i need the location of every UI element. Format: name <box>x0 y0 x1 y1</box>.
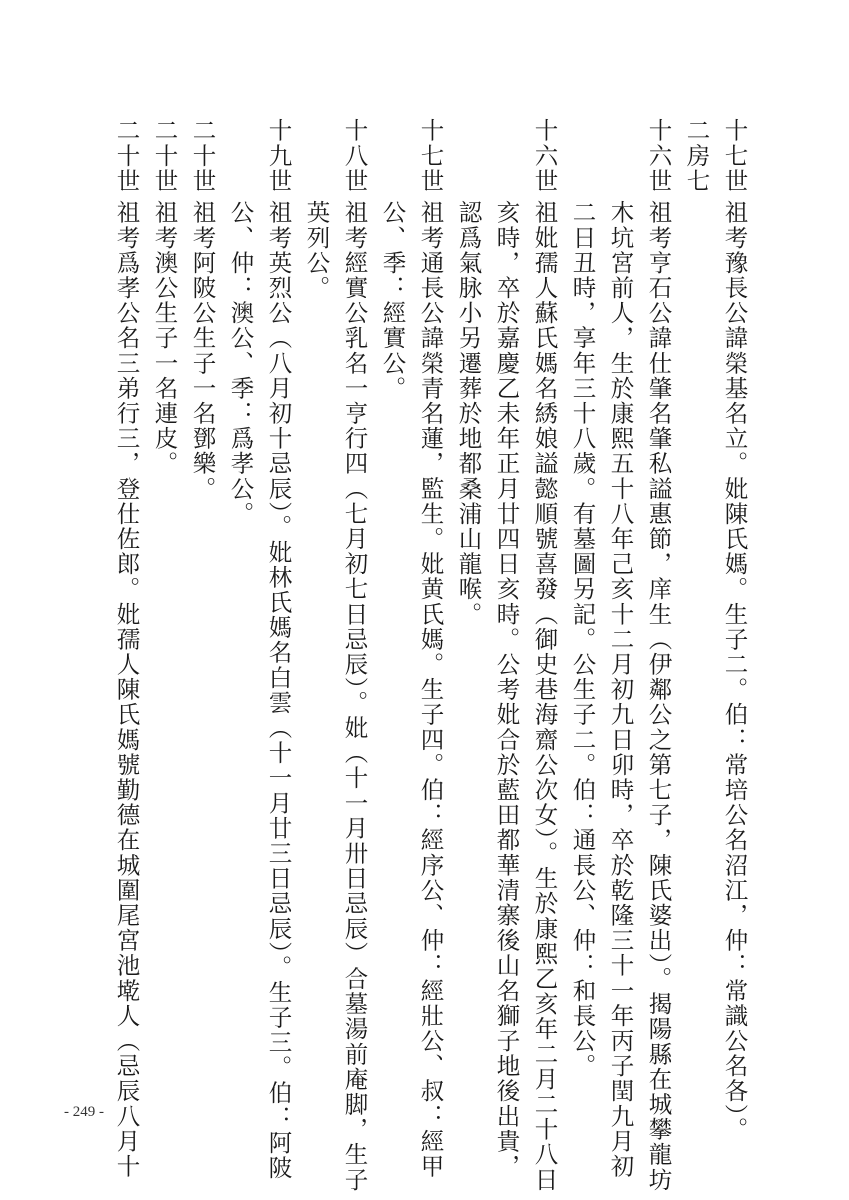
page-number: - 249 - <box>64 1104 104 1120</box>
column-text: 祖考阿陂公生子一名鄧樂。 <box>188 200 217 502</box>
generation-label <box>722 118 752 193</box>
generation-label-text: 二房七 <box>682 118 711 194</box>
column-text: 祖妣孺人蘇氏媽名綉娘謚懿順號喜發（御史巷海齋公次女）。生於康熙乙亥年二月二十八日 <box>530 200 559 1193</box>
column-text: 祖考豫長公諱榮基名立。妣陳氏媽。生子二。伯：常培公名沼江，仲：常識公名各）。 <box>720 200 749 1143</box>
column-text: 木坑宮前人，生於康熙五十八年己亥十二月初九日卯時，卒於乾隆三十一年丙子閏九月初 <box>606 200 635 1179</box>
column-text: 二日丑時，享年三十八歲。有墓圖另記。公生子二。伯：通長公、仲：和長公。 <box>568 200 597 1079</box>
generation-label-text: 十九世 <box>264 118 293 194</box>
column-text: 祖考通長公諱榮青名蓮，監生。妣黄氏媽。生子四。伯：經序公、仲：經壯公、叔：經甲 <box>416 200 445 1179</box>
column-text: 亥時，卒於嘉慶乙未年正月廿四日亥時。公考妣合於藍田都華清寨後山名獅子地後出貴， <box>492 200 521 1179</box>
generation-label-text: 十八世 <box>340 118 369 194</box>
generation-label <box>114 118 144 193</box>
generation-label-text: 二十世 <box>188 118 217 194</box>
generation-label-text: 二十世 <box>150 118 179 194</box>
generation-label-text: 十六世 <box>530 118 559 194</box>
generation-label <box>684 118 714 193</box>
column-text: 英列公。 <box>302 200 331 301</box>
generation-label <box>152 118 182 193</box>
column-text: 公、仲：澳公、季：爲孝公。 <box>226 200 255 527</box>
generation-label <box>190 118 220 193</box>
column-text: 認爲氣脉小另遷葬於地都桑浦山龍喉。 <box>454 200 483 627</box>
generation-label <box>418 118 448 193</box>
generation-label <box>266 118 296 193</box>
column-text: 祖考英烈公（八月初十忌辰）。妣林氏媽名白雲（十一月廿三日忌辰）。生子三。伯：阿陂 <box>264 200 293 1181</box>
generation-label-text: 二十世 <box>112 118 141 194</box>
column-text: 公、季：經實公。 <box>378 200 407 401</box>
column-text: 祖考澳公生子一名連皮。 <box>150 200 179 477</box>
generation-label <box>342 118 372 193</box>
generation-label <box>532 118 562 193</box>
generation-label-text: 十六世 <box>644 118 673 194</box>
column-text: 祖考亨石公諱仕肇名肇私謚惠節，庠生（伊鄰公之第七子，陳氏婆出）。揭陽縣在城攀龍坊 <box>644 200 673 1193</box>
column-text: 祖考爲孝公名三弟行三，登仕佐郎。妣孺人陳氏媽號勤德在城圍尾宮池墘人（忌辰八月十 <box>112 200 141 1179</box>
generation-label-text: 十七世 <box>720 118 749 194</box>
generation-label <box>646 118 676 193</box>
generation-label-text: 十七世 <box>416 118 445 194</box>
column-text: 祖考經實公乳名一亨行四（七月初七日忌辰）。妣（十一月卅日忌辰）合墓湯前庵脚，生子 <box>340 200 369 1193</box>
